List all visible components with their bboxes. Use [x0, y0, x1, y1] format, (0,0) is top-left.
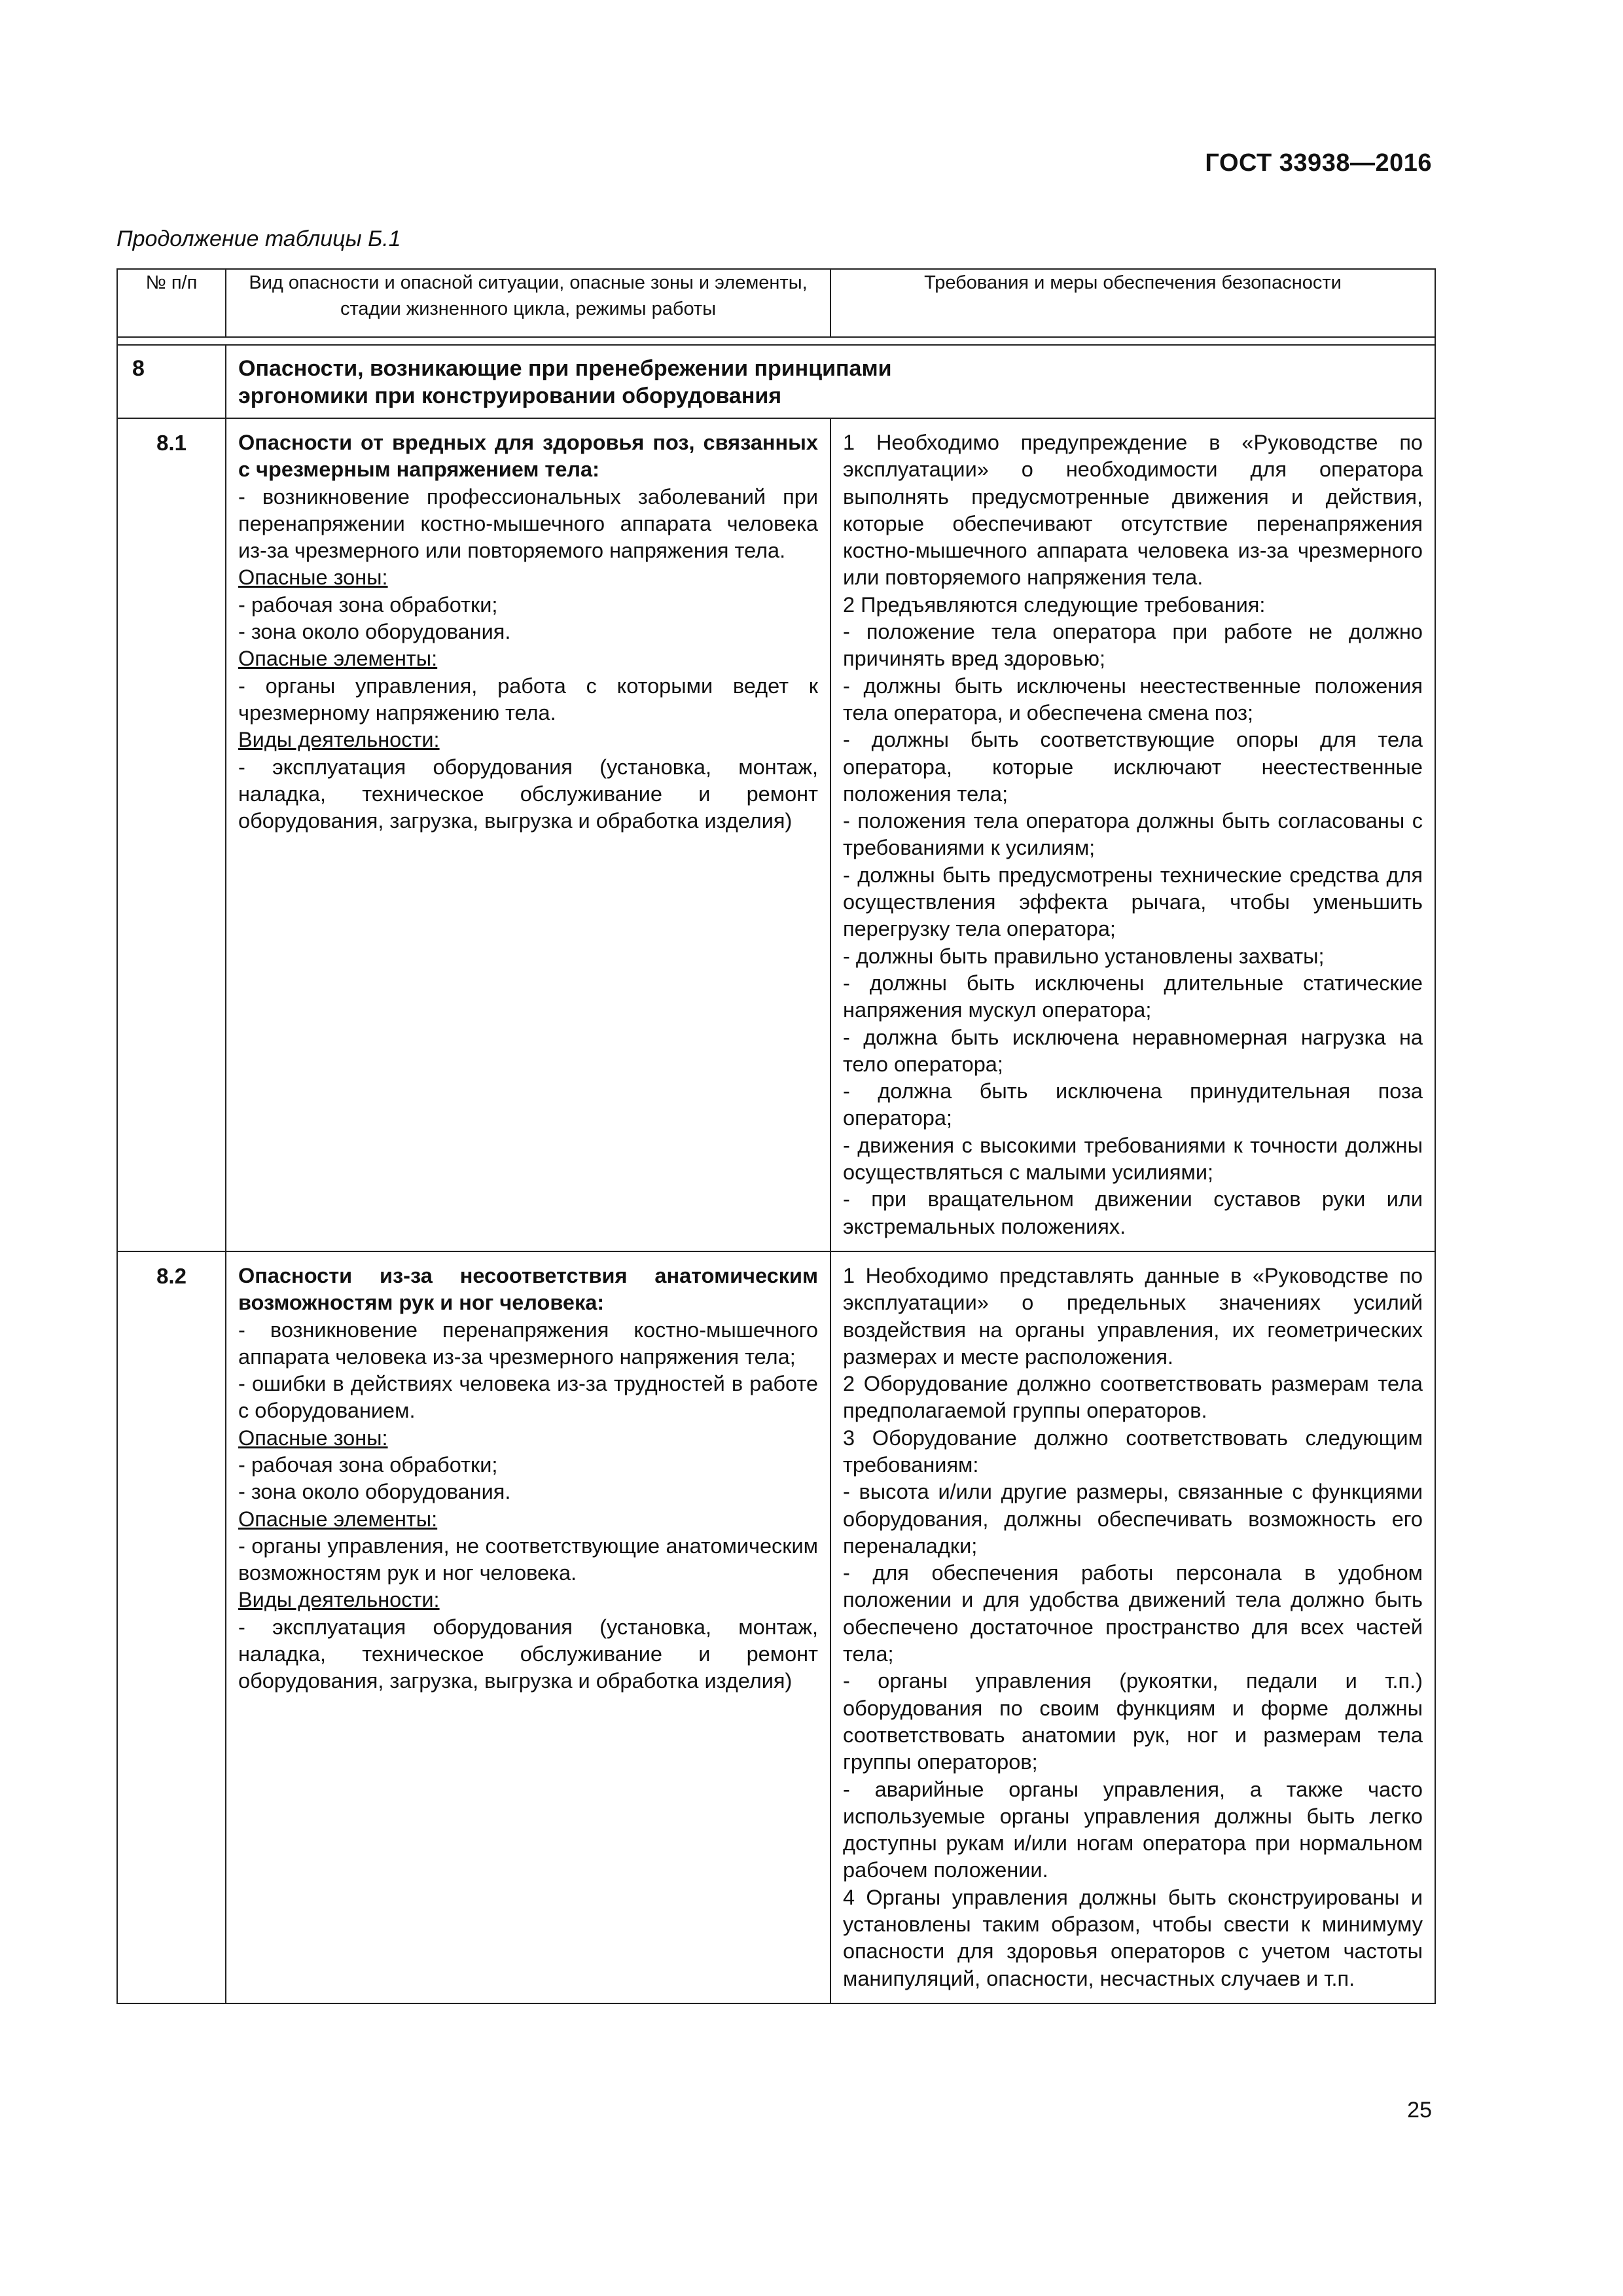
activities-label: Виды деятельности:	[238, 1588, 440, 1612]
requirements-cell	[830, 418, 1435, 1251]
requirement-line: 2 Предъявляются следующие требования:	[843, 592, 1266, 617]
elements-label: Опасные элементы:	[238, 647, 438, 671]
hazard-description: - возникновение перенапряжения костно-мышечного аппарата человека из-за чрезмерного напряжения тела;	[238, 1318, 818, 1369]
elements-label: Опасные элементы:	[238, 1507, 438, 1531]
element-item: - органы управления, не соответствующие анатомическим возможностям рук и ног человека.	[238, 1534, 818, 1585]
hazard-title: Опасности от вредных для здоровья поз, связанных с чрезмерным напряжением тела:	[238, 431, 818, 482]
zones-label: Опасные зоны:	[238, 1426, 388, 1450]
zone-item: - зона около оборудования.	[238, 620, 511, 644]
header-separator	[117, 337, 1435, 345]
column-header-hazard: Вид опасности и опасной ситуации, опасные зоны и элементы, стадии жизненного цикла, режимы работы	[226, 269, 830, 337]
requirement-line: - высота и/или другие размеры, связанные с функциями оборудования, должны обеспечивать возможность его переналадки;	[843, 1480, 1423, 1558]
requirement-line: 3 Оборудование должно соответствовать следующим требованиям:	[843, 1426, 1423, 1477]
hazards-table	[116, 268, 1436, 2004]
page-number: 25	[1407, 2098, 1432, 2123]
requirement-line: - положение тела оператора при работе не должно причинять вред здоровью;	[843, 620, 1423, 671]
activities-label: Виды деятельности:	[238, 728, 440, 752]
requirement-line: - должны быть соответствующие опоры для тела оператора, которые исключают неестественные положения тела;	[843, 728, 1423, 806]
zones-label: Опасные зоны:	[238, 565, 388, 590]
section-title	[226, 345, 1435, 418]
requirements-cell	[830, 1251, 1435, 2003]
section-title-text: Опасности, возникающие при пренебрежении принципами эргономики при конструировании оборудования	[238, 356, 892, 408]
requirement-line: 1 Необходимо представлять данные в «Руководстве по эксплуатации» о предельных значениях усилий воздействия на органы управления, их геометрических размерах и месте расположения.	[843, 1263, 1423, 1369]
hazard-description: - ошибки в действиях человека из-за трудностей в работе с оборудованием.	[238, 1372, 818, 1423]
section-number: 8	[117, 345, 226, 418]
element-item: - органы управления, работа с которыми ведет к чрезмерному напряжению тела.	[238, 673, 818, 725]
hazard-cell	[226, 1251, 830, 2003]
hazard-description: - возникновение профессиональных заболеваний при перенапряжении костно-мышечного аппарата человека из-за чрезмерного или повторяемого напряжения тела.	[238, 484, 818, 563]
requirement-line: 1 Необходимо предупреждение в «Руководстве по эксплуатации» о необходимости для оператора выполнять предусмотренные движения и действия, которые обеспечивают отсутствие перенапряжения костно-мышечного аппарата человека из-за чрезмерного или повторяемого напряжения тела.	[843, 431, 1423, 590]
hazard-cell	[226, 418, 830, 1251]
table-row	[117, 1251, 1435, 2003]
requirement-line: - для обеспечения работы персонала в удобном положении и для удобства движений тела должно быть обеспечено достаточное пространство для всех частей тела;	[843, 1561, 1423, 1666]
requirement-line: 4 Органы управления должны быть сконструированы и установлены таким образом, чтобы свести к минимуму опасности для здоровья операторов с учетом частоты манипуляций, опасности, несчастных случаев и т.п.	[843, 1885, 1423, 1990]
requirement-line: - аварийные органы управления, а также часто используемые органы управления должны быть легко доступны рукам и/или ногам оператора при нормальном рабочем положении.	[843, 1777, 1423, 1882]
column-header-requirements: Требования и меры обеспечения безопасности	[830, 269, 1435, 337]
section-row	[117, 345, 1435, 418]
row-number: 8.2	[117, 1251, 226, 2003]
requirement-line: - должны быть правильно установлены захваты;	[843, 944, 1325, 968]
requirement-line: 2 Оборудование должно соответствовать размерам тела предполагаемой группы операторов.	[843, 1372, 1423, 1423]
requirement-line: - положения тела оператора должны быть согласованы с требованиями к усилиям;	[843, 809, 1423, 860]
requirement-line: - при вращательном движении суставов руки или экстремальных положениях.	[843, 1187, 1423, 1238]
table-header-row	[117, 269, 1435, 337]
zone-item: - рабочая зона обработки;	[238, 1452, 498, 1477]
document-code: ГОСТ 33938—2016	[1205, 149, 1432, 177]
requirement-line: - движения с высокими требованиями к точности должны осуществляться с малыми усилиями;	[843, 1133, 1423, 1185]
requirement-line: - должны быть исключены длительные статические напряжения мускул оператора;	[843, 971, 1423, 1022]
zone-item: - рабочая зона обработки;	[238, 592, 498, 617]
table-row	[117, 418, 1435, 1251]
row-number: 8.1	[117, 418, 226, 1251]
activity-item: - эксплуатация оборудования (установка, монтаж, наладка, техническое обслуживание и ремонт оборудования, загрузка, выгрузка и обработка изделия)	[238, 1615, 818, 1693]
requirement-line: - должны быть предусмотрены технические средства для осуществления эффекта рычага, чтобы уменьшить перегрузку тела оператора;	[843, 863, 1423, 941]
zone-item: - зона около оборудования.	[238, 1480, 511, 1504]
requirement-line: - должны быть исключены неестественные положения тела оператора, и обеспечена смена поз;	[843, 673, 1423, 725]
activity-item: - эксплуатация оборудования (установка, монтаж, наладка, техническое обслуживание и ремонт оборудования, загрузка, выгрузка и обработка изделия)	[238, 755, 818, 833]
requirement-line: - должна быть исключена принудительная поза оператора;	[843, 1079, 1423, 1130]
column-header-number: № п/п	[117, 269, 226, 337]
hazard-title: Опасности из-за несоответствия анатомическим возможностям рук и ног человека:	[238, 1263, 818, 1315]
requirement-line: - органы управления (рукоятки, педали и т.п.) оборудования по своим функциям и форме должны соответствовать анатомии рук, ног и размерам тела группы операторов;	[843, 1669, 1423, 1774]
requirement-line: - должна быть исключена неравномерная нагрузка на тело оператора;	[843, 1025, 1423, 1076]
table-caption: Продолжение таблицы Б.1	[116, 226, 401, 251]
